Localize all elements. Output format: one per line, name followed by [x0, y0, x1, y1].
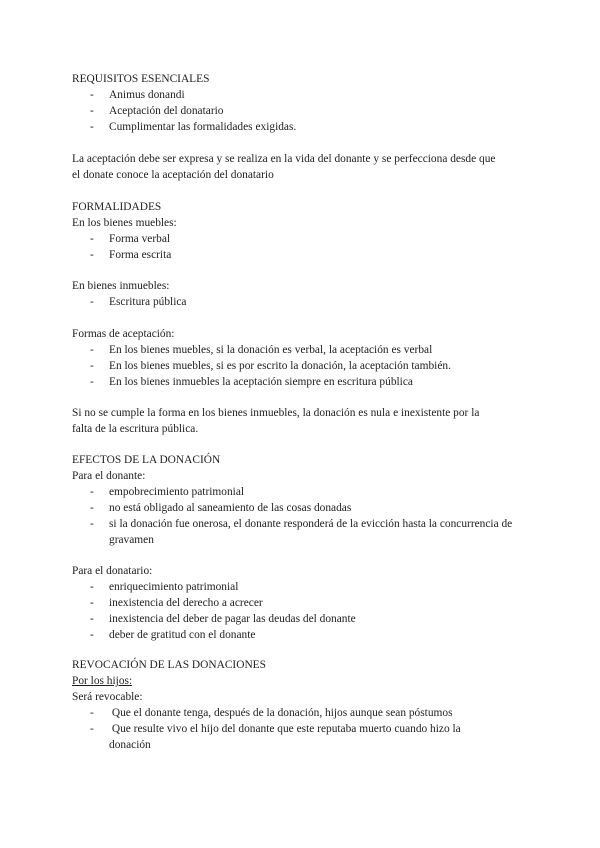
- paragraph-line: Si no se cumple la forma en los bienes inmuebles, la donación es nula e inexistente por la: [72, 407, 480, 419]
- list-item: - Animus donandi: [90, 89, 185, 101]
- aceptacion-paragraph: [72, 151, 542, 183]
- donatario-label: Para el donatario:: [72, 565, 153, 577]
- list-item: - Que resulte vivo el hijo del donante que este reputaba muerto cuando hizo la donación: [90, 723, 464, 751]
- hijos-label: Por los hijos:: [72, 675, 133, 687]
- revocable-label: Será revocable:: [72, 691, 143, 703]
- formas-block: [72, 326, 542, 390]
- list-item: - enriquecimiento patrimonial: [90, 581, 239, 593]
- list-item: - Que el donante tenga, después de la donación, hijos aunque sean póstumos: [90, 707, 453, 719]
- requisitos-heading: REQUISITOS ESENCIALES: [72, 73, 210, 85]
- list-item: - En los bienes inmuebles la aceptación siempre en escritura pública: [90, 376, 413, 388]
- list-item: - Cumplimentar las formalidades exigidas.: [90, 121, 297, 133]
- revocacion-heading: REVOCACIÓN DE LAS DONACIONES: [72, 659, 266, 671]
- revocacion-section: [72, 657, 542, 753]
- paragraph-line: falta de la escritura pública.: [72, 423, 199, 435]
- list-item: - Escritura pública: [90, 296, 187, 308]
- muebles-label: En los bienes muebles:: [72, 217, 177, 229]
- list-item: - En los bienes muebles, si la donación es verbal, la aceptación es verbal: [90, 344, 433, 356]
- donatario-block: [72, 563, 542, 643]
- formas-label: Formas de aceptación:: [72, 328, 175, 340]
- donante-label: Para el donante:: [72, 470, 146, 482]
- list-item: - no está obligado al saneamiento de las cosas donadas: [90, 502, 352, 514]
- inmuebles-block: [72, 278, 542, 310]
- paragraph-line: el donate conoce la aceptación del donatario: [72, 169, 274, 181]
- nula-paragraph: [72, 405, 542, 437]
- list-item: - En los bienes muebles, si es por escrito la donación, la aceptación también.: [90, 360, 451, 372]
- list-item: - inexistencia del deber de pagar las deudas del donante: [90, 613, 356, 625]
- requisitos-section: [72, 71, 542, 135]
- list-item: - si la donación fue onerosa, el donante responderá de la evicción hasta la concurrencia de gravamen: [90, 518, 513, 546]
- list-item: - inexistencia del derecho a acrecer: [90, 597, 263, 609]
- formalidades-heading: FORMALIDADES: [72, 201, 162, 213]
- efectos-section: [72, 452, 542, 548]
- list-item: - Forma escrita: [90, 249, 172, 261]
- list-item: - empobrecimiento patrimonial: [90, 486, 245, 498]
- inmuebles-label: En bienes inmuebles:: [72, 280, 170, 292]
- list-item: - Forma verbal: [90, 233, 171, 245]
- list-item: - deber de gratitud con el donante: [90, 629, 256, 641]
- formalidades-section: [72, 199, 542, 263]
- efectos-heading: EFECTOS DE LA DONACIÓN: [72, 454, 221, 466]
- list-item: - Aceptación del donatario: [90, 105, 224, 117]
- paragraph-line: La aceptación debe ser expresa y se realiza en la vida del donante y se perfecciona desde que: [72, 153, 496, 165]
